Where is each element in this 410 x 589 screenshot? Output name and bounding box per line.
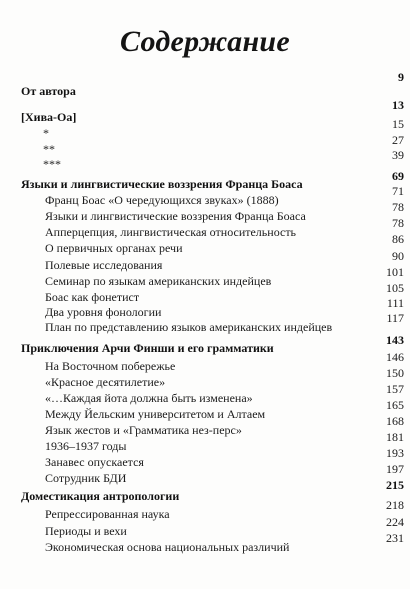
toc-entry-title: 1936–1937 годы	[45, 439, 127, 453]
toc-section-title: Доместикация антропологии	[21, 489, 180, 503]
toc-entry-page: 165	[386, 398, 404, 412]
toc-entry	[43, 133, 404, 157]
toc-entry-page: 105	[386, 281, 404, 295]
toc-entry-title: Языки и лингвистические воззрения Франца Боаса	[45, 209, 306, 223]
toc-section-title: Языки и лингвистические воззрения Франца Боаса	[21, 177, 303, 191]
toc-entry-title: Сотрудник БДИ	[45, 471, 127, 485]
toc-entry-title: Занавес опускается	[45, 455, 144, 469]
toc-entry-page: 197	[386, 462, 404, 476]
toc-entry-page: 193	[386, 446, 404, 460]
toc-entry-title: **	[43, 142, 55, 156]
toc-entry-page: 90	[392, 249, 404, 263]
toc-entry-title: Периоды и вехи	[45, 524, 127, 538]
toc-title: Содержание	[119, 25, 291, 58]
toc-entry-title: «…Каждая йота должна быть изменена»	[45, 391, 253, 405]
toc-entry	[45, 249, 404, 273]
toc-entry-page: 117	[386, 311, 404, 325]
toc-entry-title: *	[43, 126, 49, 140]
toc-entry	[43, 148, 404, 172]
toc-entry-page: 181	[386, 430, 404, 444]
toc-entry-title: ***	[43, 157, 61, 171]
toc-section-page: 215	[386, 478, 404, 492]
toc-entry	[43, 117, 404, 141]
toc-entry-page: 168	[386, 414, 404, 428]
toc-entry-page: 218	[386, 498, 404, 512]
toc-section	[21, 333, 404, 356]
toc-section	[21, 70, 404, 99]
toc-entry-title: Франц Боас «О чередующихся звуках» (1888)	[45, 193, 279, 207]
toc-entry-page: 146	[386, 350, 404, 364]
toc-section-page: 69	[392, 169, 404, 183]
toc-entry-title: Семинар по языкам американских индейцев	[45, 274, 272, 288]
toc-entry-title: План по представлению языков американских индейцев	[45, 320, 333, 334]
toc-section-page: 9	[398, 70, 404, 84]
toc-entry-title: Между Йельским университетом и Алтаем	[45, 407, 266, 421]
toc-entry	[45, 184, 404, 208]
toc-entry-title: Репрессированная наука	[45, 507, 170, 521]
toc-entry-page: 71	[392, 184, 404, 198]
toc-entry-title: Апперцепция, лингвистическая относительность	[45, 225, 297, 239]
toc-entry-page: 231	[386, 531, 404, 545]
toc-entry-title: На Восточном побережье	[45, 359, 176, 373]
toc-entry-title: Боас как фонетист	[45, 290, 140, 304]
toc-entry-page: 111	[386, 296, 404, 310]
toc-entry-page: 150	[386, 366, 404, 380]
toc-entry-page: 78	[392, 200, 404, 214]
toc-section-title: От автора	[21, 84, 76, 98]
toc-entry-page: 86	[392, 232, 404, 246]
toc-entry	[45, 498, 404, 522]
toc-entry-page: 39	[392, 148, 404, 162]
toc-entry-title: Язык жестов и «Грамматика нез-перс»	[45, 423, 242, 437]
toc-section-title: [Хива-Оа]	[21, 110, 77, 124]
toc-section	[21, 98, 404, 125]
toc-entry-title: Полевые исследования	[45, 258, 163, 272]
toc-entry-title: «Красное десятилетие»	[45, 375, 166, 389]
toc-section-title: Приключения Арчи Финши и его грамматики	[21, 341, 274, 355]
toc-entry-page: 224	[386, 515, 404, 529]
toc-entry-title: Экономическая основа национальных различий	[45, 540, 290, 554]
toc-entry-title: О первичных органах речи	[45, 241, 183, 255]
toc-section	[21, 169, 404, 192]
toc-entry-title: Два уровня фонологии	[45, 305, 162, 319]
toc-entry-page: 27	[392, 133, 404, 147]
toc-entry	[45, 515, 404, 539]
toc-section-page: 13	[392, 98, 404, 112]
toc-entry-page: 78	[392, 216, 404, 230]
toc-entry-page: 15	[392, 117, 404, 131]
toc-entry	[45, 350, 404, 374]
toc-entry-page: 157	[386, 382, 404, 396]
toc-entry-page: 101	[386, 265, 404, 279]
toc-section-page: 143	[386, 333, 404, 347]
